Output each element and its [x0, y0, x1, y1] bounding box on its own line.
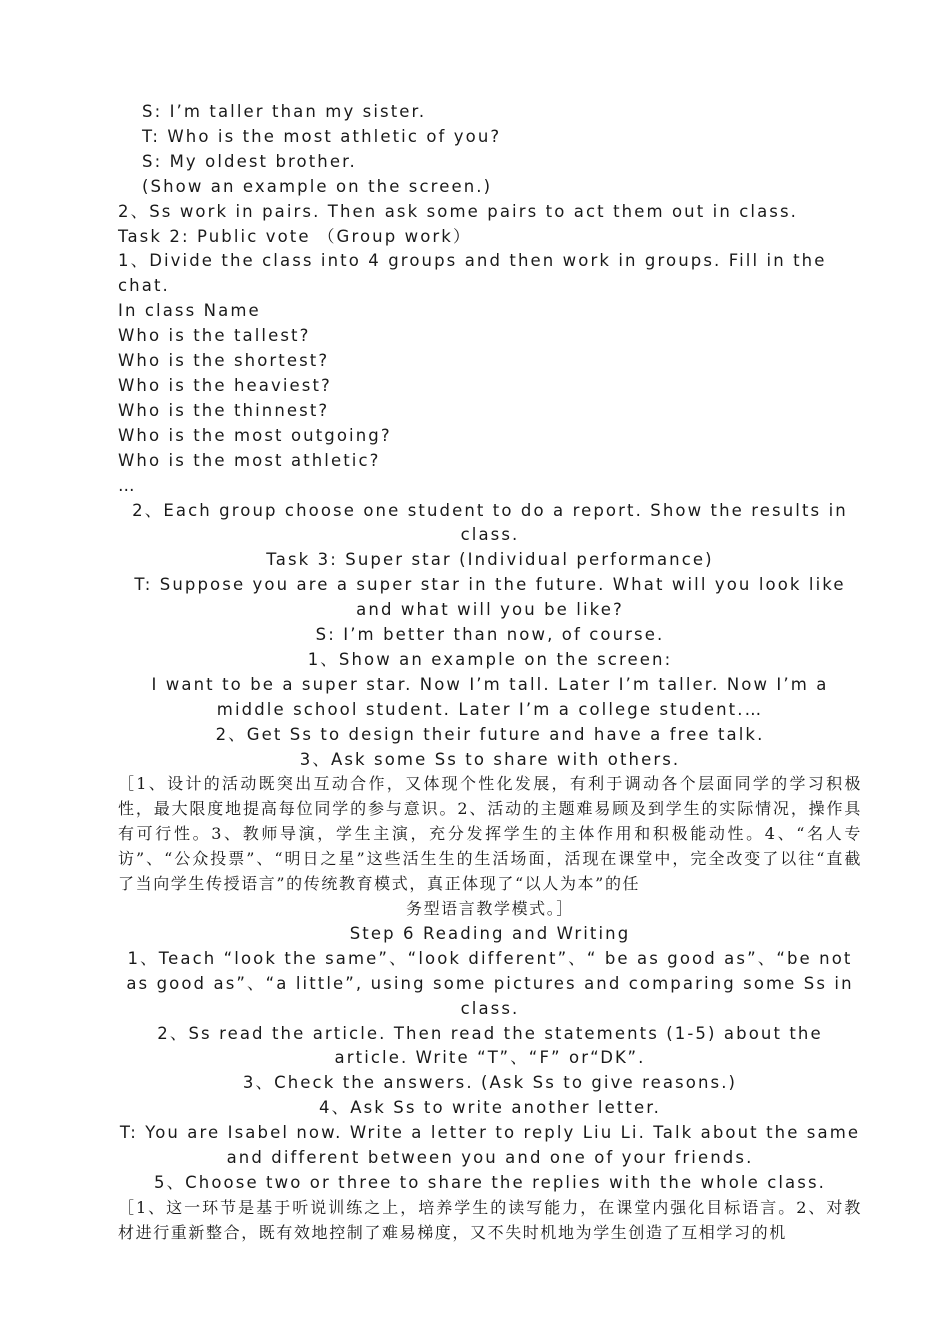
document-page — [118, 100, 862, 1246]
task-heading: Task 2: Public vote （Group work） — [118, 226, 472, 246]
task-heading: Task 3: Super star (Individual performance) — [266, 550, 714, 570]
step-item: 3、Ask some Ss to share with others. — [299, 749, 681, 769]
design-rationale-end: 务型语言教学模式。］ — [405, 899, 574, 918]
chart-question: Who is the thinnest? — [118, 400, 330, 420]
chart-question: Who is the heaviest? — [118, 375, 332, 395]
chart-header: In class Name — [118, 301, 261, 321]
dialogue-line: T: Suppose you are a super star in the future. What will you look like and what will you be like? — [134, 575, 846, 620]
chart-question: Who is the most outgoing? — [118, 425, 392, 445]
dialogue-line: S: I’m better than now, of course. — [315, 625, 665, 645]
dialogue-line: T: Who is the most athletic of you? — [142, 126, 502, 146]
step-item: 4、Ask Ss to write another letter. — [319, 1098, 661, 1118]
step-item: 1、Teach “look the same”、“look different”、“ be as good as”、“be not as good as”、“a little”, using some pictures and comparing some Ss in class. — [126, 948, 854, 1018]
dialogue-line: S: My oldest brother. — [142, 151, 357, 171]
chart-question: Who is the tallest? — [118, 326, 311, 346]
ellipsis: … — [118, 475, 137, 495]
instruction-note: (Show an example on the screen.) — [142, 176, 493, 196]
step-item: 5、Choose two or three to share the replies with the whole class. — [153, 1172, 826, 1192]
chart-question: Who is the most athletic? — [118, 450, 381, 470]
step-item: 2、Ss work in pairs. Then ask some pairs to act them out in class. — [118, 201, 799, 221]
step-item: 1、Divide the class into 4 groups and then work in groups. Fill in the chat. — [118, 251, 827, 296]
dialogue-line: S: I’m taller than my sister. — [142, 102, 427, 121]
step-item: 2、Ss read the article. Then read the statements (1-5) about the article. Write “T”、“F” or“DK”. — [157, 1023, 823, 1068]
chart-question: Who is the shortest? — [118, 351, 330, 371]
step-item: 3、Check the answers. (Ask Ss to give reasons.) — [242, 1073, 738, 1093]
step-heading: Step 6 Reading and Writing — [349, 923, 631, 943]
example-text: I want to be a super star. Now I’m tall. Later I’m taller. Now I’m a middle school student. Later I’m a college student.… — [151, 674, 829, 719]
dialogue-line: T: You are Isabel now. Write a letter to reply Liu Li. Talk about the same and different between you and one of your friends. — [119, 1123, 861, 1168]
design-rationale: ［1、这一环节是基于听说训练之上，培养学生的读写能力，在课堂内强化目标语言。2、对教材进行重新整合，既有效地控制了难易梯度，又不失时机地为学生创造了互相学习的机 — [118, 1197, 862, 1242]
design-rationale: ［1、设计的活动既突出互动合作，又体现个性化发展，有利于调动各个层面同学的学习积极性，最大限度地提高每位同学的参与意识。2、活动的主题难易顾及到学生的实际情况，操作具有可行性。3、教师导演，学生主演，充分发挥学生的主体作用和积极能动性。4、“名人专访”、“公众投票”、“明日之星”这些活生生的生活场面，活现在课堂中，完全改变了以往“直截了当向学生传授语言”的传统教育模式，真正体现了“以人为本”的任 — [118, 774, 862, 894]
step-item: 2、Each group choose one student to do a report. Show the results in class. — [132, 500, 848, 545]
step-item: 1、Show an example on the screen: — [307, 649, 673, 669]
step-item: 2、Get Ss to design their future and have a free talk. — [215, 724, 765, 744]
